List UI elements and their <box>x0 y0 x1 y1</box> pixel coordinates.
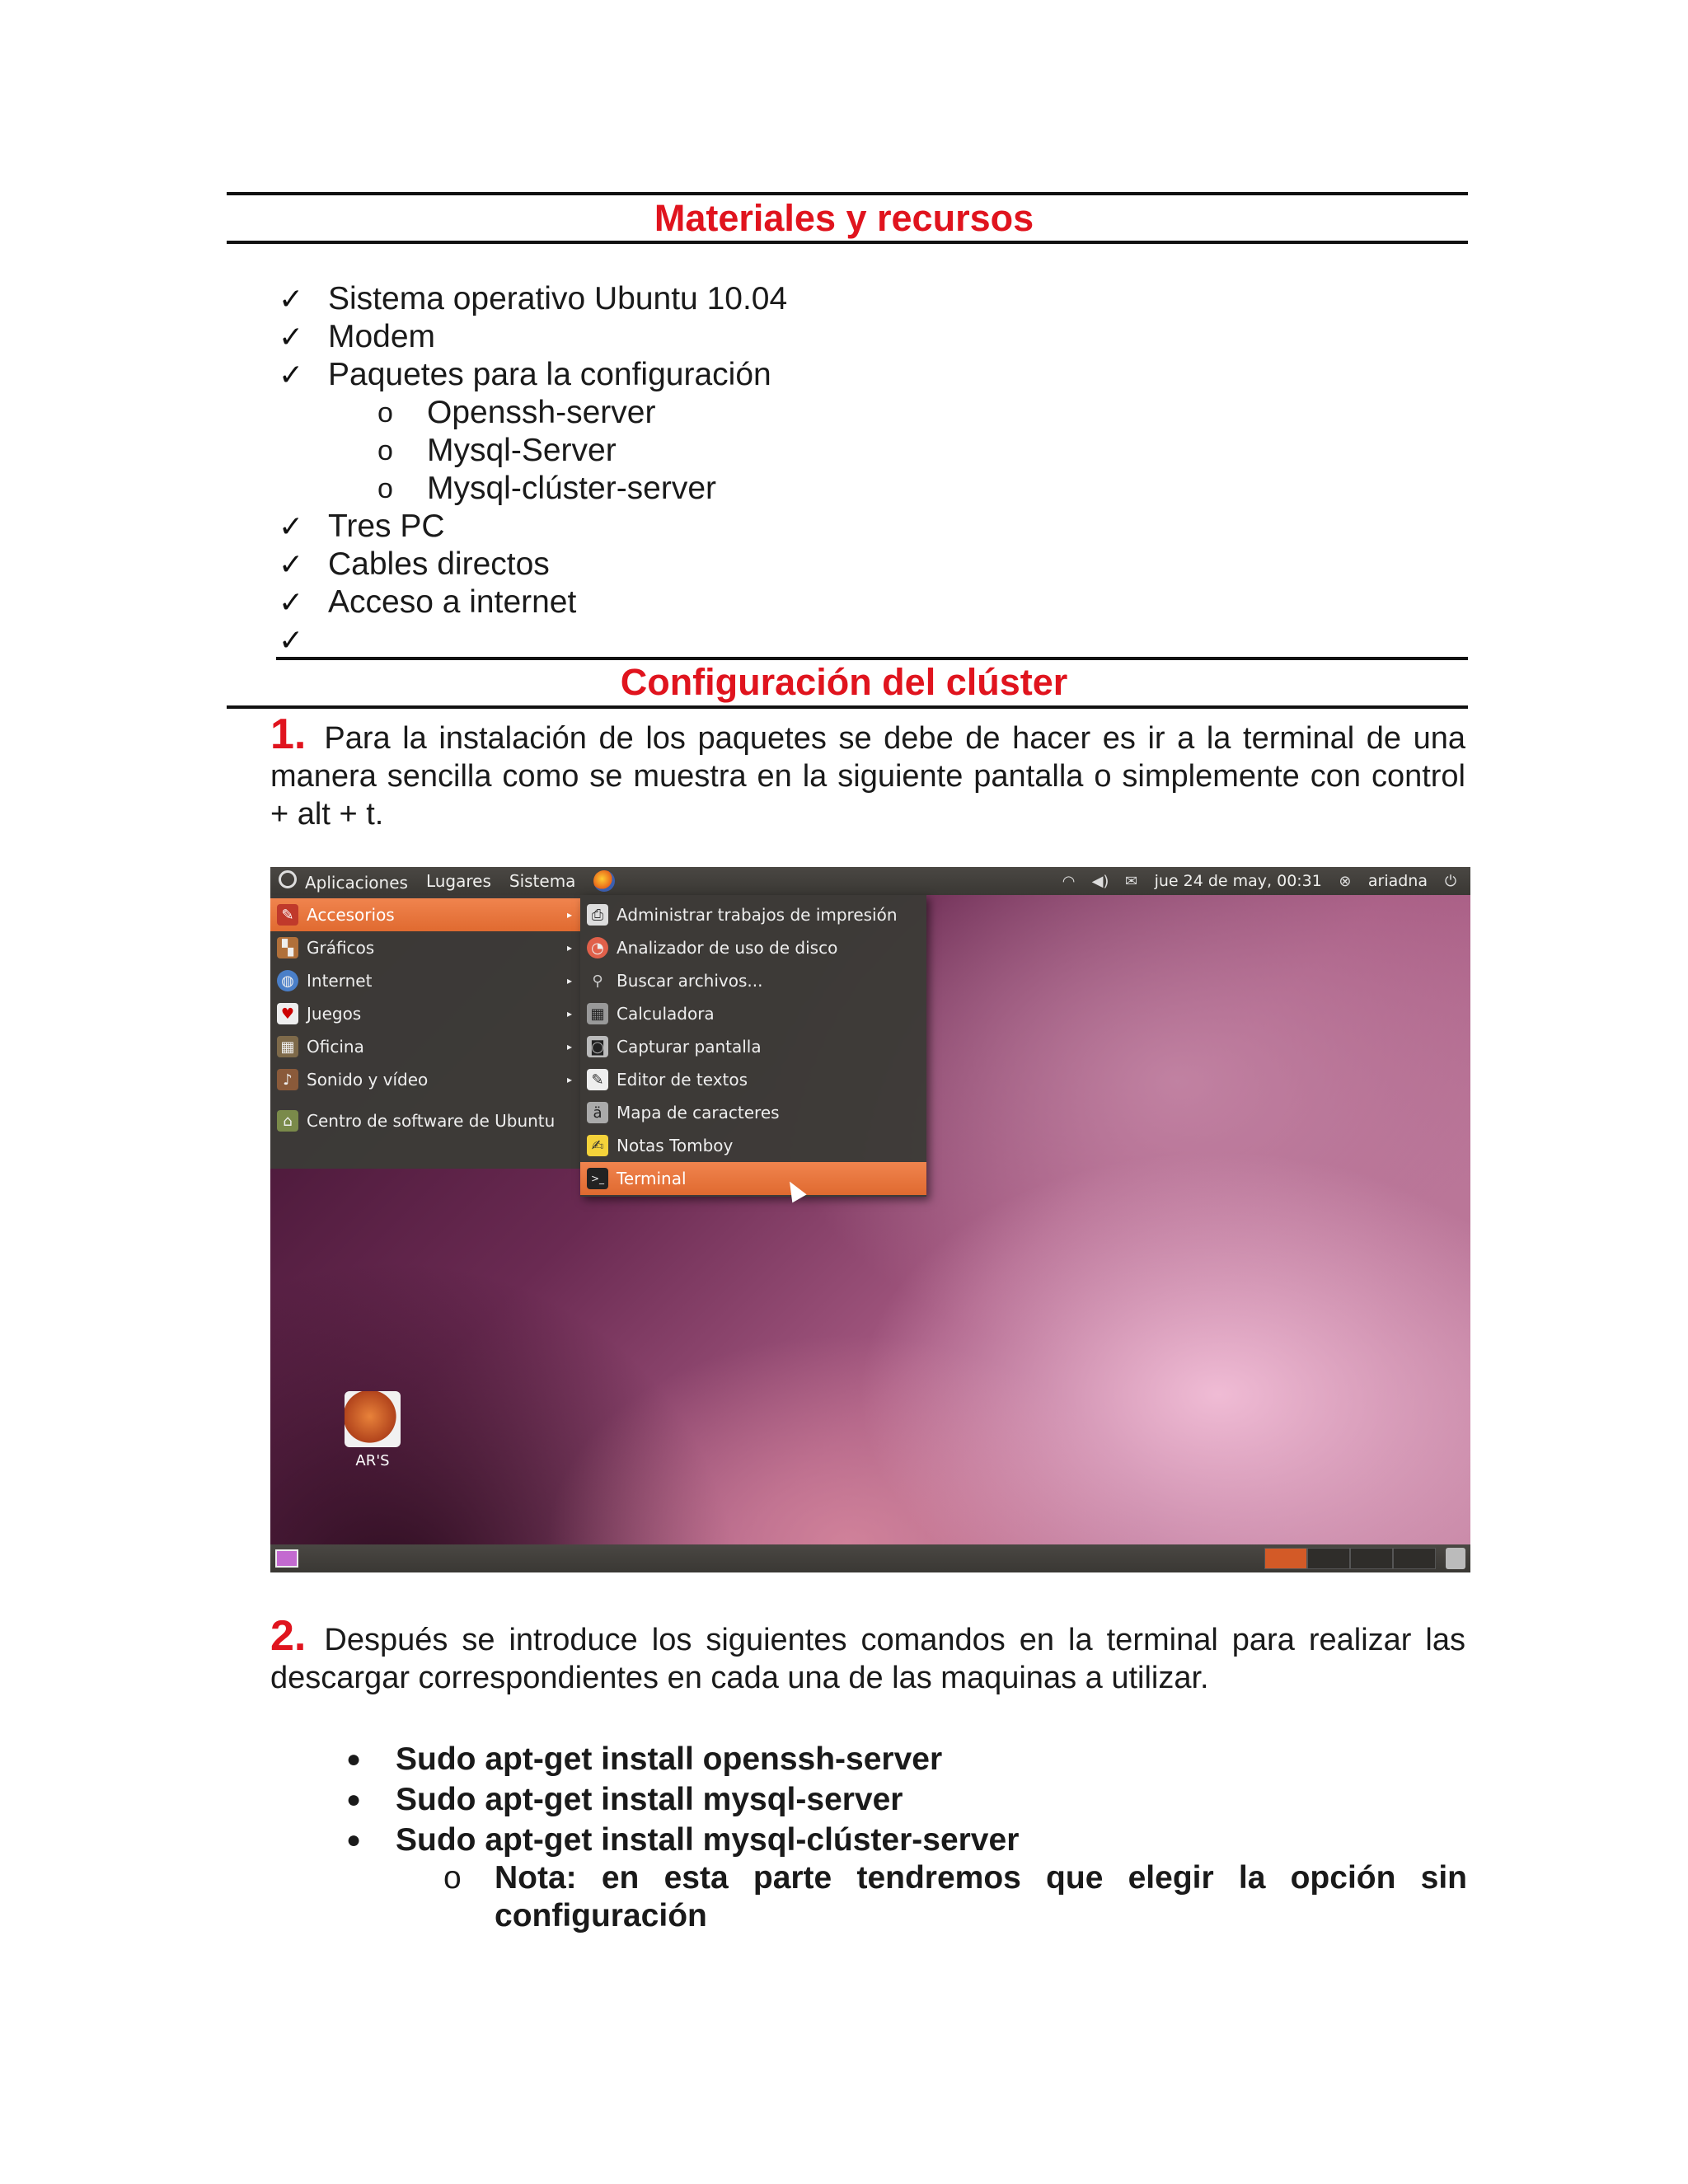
search-icon: ⚲ <box>592 972 603 990</box>
check-icon: ✓ <box>279 547 304 581</box>
menu-item-internet[interactable]: ◍ Internet ▸ <box>270 964 580 997</box>
circle-bullet-icon: o <box>377 472 393 504</box>
check-icon: ✓ <box>279 320 304 354</box>
top-rule-2 <box>227 241 1468 244</box>
menu-item-terminal[interactable]: >_ Terminal <box>580 1162 926 1195</box>
system-menu[interactable]: Sistema <box>509 871 576 891</box>
list-item: ● Sudo apt-get install openssh-server <box>346 1741 943 1777</box>
menu-item-software-center[interactable]: ⌂ Centro de software de Ubuntu <box>270 1104 580 1137</box>
list-item: ● Sudo apt-get install mysql-server <box>346 1781 903 1817</box>
menu-item-print-jobs[interactable]: ⎙ Administrar trabajos de impresión <box>580 898 926 931</box>
mail-icon[interactable]: ✉ <box>1125 872 1138 890</box>
network-icon[interactable]: ◠ <box>1062 872 1076 890</box>
note <box>443 1859 1467 1935</box>
materials-title: Materiales y recursos <box>654 197 1034 239</box>
character-map-icon: ä <box>587 1102 608 1123</box>
sound-video-icon: ♪ <box>277 1069 298 1090</box>
config-title: Configuración del clúster <box>620 661 1068 703</box>
note-text: Nota: en esta parte tendremos que elegir la opción sin configuración <box>495 1860 1467 1933</box>
check-icon: ✓ <box>279 585 304 619</box>
user-name[interactable]: ariadna <box>1367 872 1428 890</box>
power-icon[interactable]: ⏻ <box>1444 872 1457 890</box>
places-menu[interactable]: Lugares <box>425 871 491 891</box>
submenu-arrow-icon: ▸ <box>566 942 572 954</box>
step-2-paragraph <box>270 1612 1465 1697</box>
accessories-icon: ✎ <box>277 904 298 926</box>
desktop-icon-ars[interactable]: AR'S <box>343 1391 402 1469</box>
clock[interactable]: jue 24 de may, 00:31 <box>1154 872 1322 890</box>
internet-icon: ◍ <box>277 970 298 991</box>
menu-item-tomboy-notes[interactable]: ✍ Notas Tomboy <box>580 1129 926 1162</box>
list-item: ✓ Modem <box>279 319 436 354</box>
menu-item-office[interactable]: ▦ Oficina ▸ <box>270 1030 580 1063</box>
menu-item-graphics[interactable]: ▚ Gráficos ▸ <box>270 931 580 964</box>
menu-item-accessories[interactable]: ✎ Accesorios ▸ <box>270 898 580 931</box>
bottom-panel <box>270 1544 1470 1572</box>
workspace-1[interactable] <box>1264 1548 1307 1569</box>
circle-bullet-icon: o <box>377 434 393 466</box>
list-item: ✓ Sistema operativo Ubuntu 10.04 <box>279 281 788 316</box>
menu-item-games[interactable]: ♥ Juegos ▸ <box>270 997 580 1030</box>
submenu-arrow-icon: ▸ <box>566 1041 572 1052</box>
applications-menu[interactable]: Aplicaciones <box>279 870 408 893</box>
workspace-2[interactable] <box>1307 1548 1350 1569</box>
applications-dropdown <box>270 895 580 1169</box>
materials-list <box>279 280 1432 659</box>
check-icon: ✓ <box>279 623 304 657</box>
camera-icon: ◙ <box>587 1036 608 1057</box>
top-panel <box>270 867 1470 895</box>
check-icon: ✓ <box>279 358 304 391</box>
circle-bullet-icon: o <box>377 396 393 429</box>
sub-list-item: o Mysql-Server <box>377 433 617 468</box>
notes-icon: ✍ <box>587 1135 608 1156</box>
user-status-icon: ⊗ <box>1339 872 1352 890</box>
workspace-4[interactable] <box>1393 1548 1436 1569</box>
show-desktop-icon[interactable] <box>275 1549 298 1568</box>
games-icon: ♥ <box>277 1003 298 1024</box>
step-1-number: 1. <box>270 710 307 758</box>
ubuntu-desktop-screenshot <box>270 867 1470 1572</box>
command-list <box>346 1739 1467 1860</box>
calculator-icon: ▦ <box>587 1003 608 1024</box>
list-item: ✓ Acceso a internet <box>279 584 577 620</box>
ubuntu-logo-icon <box>279 870 297 888</box>
sub-list-item: o Openssh-server <box>377 395 656 430</box>
list-item: ✓ Tres PC <box>279 509 445 544</box>
workspace-3[interactable] <box>1350 1548 1393 1569</box>
menu-item-calculator[interactable]: ▦ Calculadora <box>580 997 926 1030</box>
firefox-icon[interactable] <box>593 870 615 892</box>
bullet-icon: ● <box>346 1785 362 1813</box>
menu-item-sound-video[interactable]: ♪ Sonido y vídeo ▸ <box>270 1063 580 1096</box>
menu-item-screenshot[interactable]: ◙ Capturar pantalla <box>580 1030 926 1063</box>
list-item: ✓ Paquetes para la configuración <box>279 357 771 392</box>
bullet-icon: ● <box>346 1825 362 1854</box>
step-2-text: Después se introduce los siguientes comandos en la terminal para realizar las descargar correspondientes en cada una de las maquinas a utilizar. <box>270 1623 1465 1695</box>
disk-usage-icon: ◔ <box>587 937 608 958</box>
menu-item-character-map[interactable]: ä Mapa de caracteres <box>580 1096 926 1129</box>
accessories-submenu <box>580 895 926 1197</box>
menu-item-search-files[interactable]: ⚲ Buscar archivos... <box>580 964 926 997</box>
menu-item-disk-usage[interactable]: ◔ Analizador de uso de disco <box>580 931 926 964</box>
bullet-icon: ● <box>346 1745 362 1773</box>
menu-separator <box>270 1096 580 1104</box>
list-item: ✓ Cables directos <box>279 546 550 582</box>
submenu-arrow-icon: ▸ <box>566 1074 572 1085</box>
check-icon: ✓ <box>279 509 304 543</box>
volume-icon[interactable]: ◀) <box>1091 872 1109 890</box>
step-1-paragraph <box>270 710 1465 833</box>
submenu-arrow-icon: ▸ <box>566 909 572 921</box>
list-item <box>279 621 1432 659</box>
trash-icon[interactable] <box>1446 1548 1465 1569</box>
sub-list-item: o Mysql-clúster-server <box>377 471 717 506</box>
menu-item-text-editor[interactable]: ✎ Editor de textos <box>580 1063 926 1096</box>
step-2-number: 2. <box>270 1612 307 1660</box>
dragon-icon <box>345 1391 401 1447</box>
software-center-icon: ⌂ <box>277 1110 298 1132</box>
office-icon: ▦ <box>277 1036 298 1057</box>
check-icon: ✓ <box>279 282 304 316</box>
terminal-icon: >_ <box>587 1168 608 1189</box>
submenu-arrow-icon: ▸ <box>566 975 572 987</box>
graphics-icon: ▚ <box>277 937 298 958</box>
submenu-arrow-icon: ▸ <box>566 1008 572 1019</box>
printer-icon: ⎙ <box>587 904 608 926</box>
text-editor-icon: ✎ <box>587 1069 608 1090</box>
list-item: ● Sudo apt-get install mysql-clúster-server <box>346 1821 1020 1858</box>
circle-bullet-icon: o <box>443 1860 462 1896</box>
step-1-text: Para la instalación de los paquetes se debe de hacer es ir a la terminal de una manera sencilla como se muestra en la siguiente pantalla o simplemente con control + alt + t. <box>270 721 1465 832</box>
config-rule-2 <box>227 705 1468 709</box>
